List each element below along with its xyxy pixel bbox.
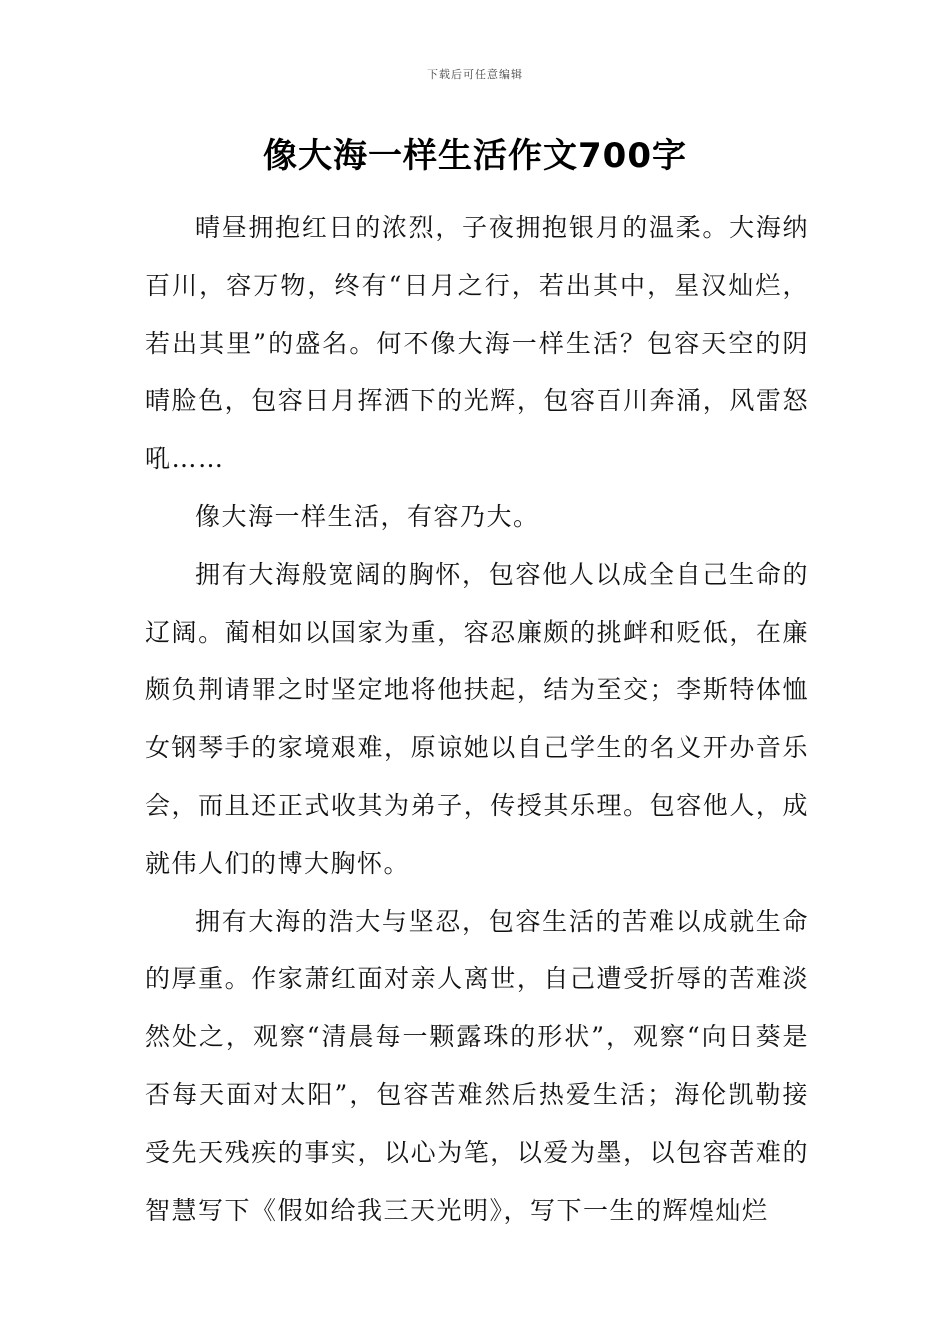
header-note: 下载后可任意编辑 xyxy=(427,68,523,81)
paragraph: 拥有大海般宽阔的胸怀，包容他人以成全自己生命的辽阔。蔺相如以国家为重，容忍廉颇的挑衅和贬低，在廉颇负荆请罪之时坚定地将他扶起，结为至交；李斯特体恤女钢琴手的家境艰难，原谅她以自己学生的名义开办音乐会，而且还正式收其为弟子，传授其乐理。包容他人，成就伟人们的博大胸怀。 xyxy=(145,559,809,878)
paragraph: 晴昼拥抱红日的浓烈，子夜拥抱银月的温柔。大海纳百川，容万物，终有“日月之行，若出其中，星汉灿烂，若出其里”的盛名。何不像大海一样生活？包容天空的阴晴脸色，包容日月挥洒下的光辉，包容百川奔涌，风雷怒吼…… xyxy=(145,213,809,474)
document-title: 像大海一样生活作文700字 xyxy=(263,136,687,176)
document-body xyxy=(145,199,809,1239)
paragraph: 像大海一样生活，有容乃大。 xyxy=(195,501,540,531)
paragraph: 拥有大海的浩大与坚忍，包容生活的苦难以成就生命的厚重。作家萧红面对亲人离世，自己遭受折辱的苦难淡然处之，观察“清晨每一颗露珠的形状”，观察“向日葵是否每天面对太阳”，包容苦难然后热爱生活；海伦凯勒接受先天残疾的事实，以心为笔，以爱为墨，以包容苦难的智慧写下《假如给我三天光明》，写下一生的辉煌灿烂 xyxy=(145,906,809,1225)
